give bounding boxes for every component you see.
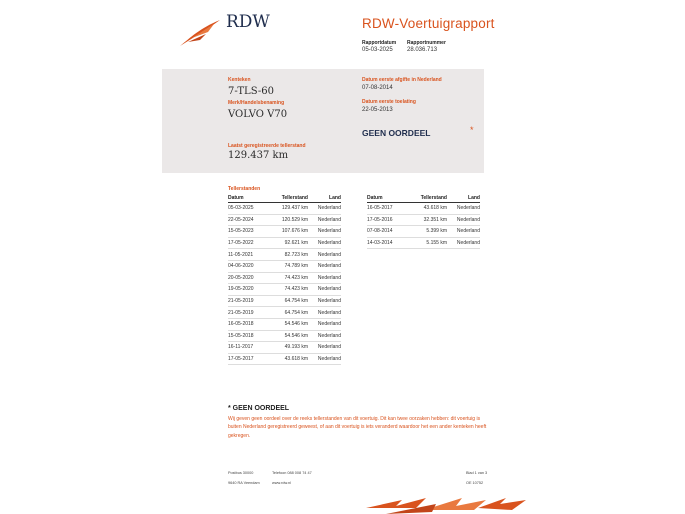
row-country: Nederland [447,237,480,249]
first-nl-date: 07-08-2014 [362,85,393,91]
row-date: 11-05-2021 [228,249,268,261]
row-reading: 5.399 km [407,226,447,238]
row-date: 16-11-2017 [228,342,268,354]
row-country: Nederland [308,272,341,284]
row-date: 21-05-2019 [228,307,268,319]
footer-code: OE 10752 [466,481,484,485]
row-country: Nederland [308,342,341,354]
row-date: 17-05-2016 [367,214,407,226]
row-reading: 120.529 km [268,214,308,226]
report-title: RDW-Voertuigrapport [362,16,495,31]
row-reading: 32.351 km [407,214,447,226]
footer-phone: Telefoon 088 008 74 47 [272,471,312,475]
plate-label: Kenteken [228,77,251,83]
row-reading: 74.423 km [268,284,308,296]
row-country: Nederland [308,249,341,261]
table-row [367,214,480,226]
odo-label: Laatst geregistreerde tellerstand [228,143,306,149]
row-reading: 129.437 km [268,203,308,215]
col-reading: Tellerstand [268,194,308,203]
row-reading: 74.789 km [268,260,308,272]
row-reading: 82.723 km [268,249,308,261]
col-country: Land [308,194,341,203]
row-country: Nederland [308,330,341,342]
row-country: Nederland [447,226,480,238]
row-country: Nederland [308,214,341,226]
row-country: Nederland [308,318,341,330]
row-country: Nederland [308,284,341,296]
table-row [228,237,341,249]
last-odometer: 129.437 km [228,150,289,161]
table-row [367,237,480,249]
make-model: VOLVO V70 [228,109,288,120]
first-adm-label: Datum eerste toelating [362,99,416,105]
row-country: Nederland [308,203,341,215]
table-header-row [228,194,341,203]
table-row [228,284,341,296]
row-date: 20-05-2020 [228,272,268,284]
col-date: Datum [228,194,268,203]
table-row [367,203,480,215]
row-country: Nederland [308,353,341,365]
footer-page: Blad 1 van 3 [466,471,488,475]
row-date: 05-03-2025 [228,203,268,215]
verdict-mark: * [470,125,474,135]
row-date: 15-05-2023 [228,226,268,238]
row-country: Nederland [447,214,480,226]
col-date: Datum [367,194,407,203]
first-nl-label: Datum eerste afgifte in Nederland [362,77,442,83]
table-row [228,330,341,342]
row-reading: 43.618 km [268,353,308,365]
row-reading: 54.546 km [268,330,308,342]
row-country: Nederland [308,295,341,307]
row-reading: 64.754 km [268,307,308,319]
table-row [228,318,341,330]
odometer-table-left [228,194,341,365]
footer-address-2: 9640 RA Veendam [228,481,260,485]
row-reading: 107.676 km [268,226,308,238]
row-reading: 43.618 km [407,203,447,215]
footer-address-1: Postbus 30000 [228,471,254,475]
disclaimer-text: Wij geven geen oordeel over de reeks tellerstanden van dit voertuig. Dit kan twee oorzaken hebben: dit voertuig is buiten Nederland geregistreerd geweest, of aan dit voertuig is iets veranderd waardoor het een ander kenteken heeft gekregen. [228,416,487,439]
rdw-logo [178,14,268,48]
row-country: Nederland [308,307,341,319]
report-number-label: Rapportnummer [407,40,446,46]
table-row [228,295,341,307]
row-reading: 92.621 km [268,237,308,249]
row-country: Nederland [308,237,341,249]
row-date: 04-06-2020 [228,260,268,272]
row-date: 16-05-2017 [367,203,407,215]
table-row [228,272,341,284]
row-reading: 5.155 km [407,237,447,249]
table-row [228,214,341,226]
row-date: 07-08-2014 [367,226,407,238]
row-date: 17-05-2022 [228,237,268,249]
table-row [228,307,341,319]
row-reading: 64.754 km [268,295,308,307]
row-date: 22-05-2024 [228,214,268,226]
row-date: 15-05-2018 [228,330,268,342]
row-date: 17-05-2017 [228,353,268,365]
row-date: 19-05-2020 [228,284,268,296]
table-row [228,203,341,215]
row-reading: 54.546 km [268,318,308,330]
footer-web: www.rdw.nl [272,481,291,485]
row-date: 14-03-2014 [367,237,407,249]
row-country: Nederland [308,260,341,272]
odometer-section-title: Tellerstanden [228,186,261,192]
col-reading: Tellerstand [407,194,447,203]
verdict: GEEN OORDEEL [362,128,431,138]
table-row [367,226,480,238]
license-plate: 7-TLS-60 [228,86,275,97]
col-country: Land [447,194,480,203]
table-header-row [367,194,480,203]
table-row [228,353,341,365]
first-adm-date: 22-05-2013 [362,107,393,113]
table-row [228,226,341,238]
report-date-label: Rapportdatum [362,40,397,46]
logo-text: RDW [226,12,270,32]
table-row [228,260,341,272]
row-date: 16-05-2018 [228,318,268,330]
row-country: Nederland [308,226,341,238]
rdw-logo-icon [178,16,222,48]
row-date: 21-05-2019 [228,295,268,307]
odometer-table-right [367,194,480,249]
vehicle-panel [162,69,484,173]
table-row [228,249,341,261]
row-reading: 74.423 km [268,272,308,284]
disclaimer-title: * GEEN OORDEEL [228,405,290,412]
table-row [228,342,341,354]
footer-decoration-icon [366,494,526,514]
report-number: 28.036.713 [407,47,438,53]
row-reading: 49.193 km [268,342,308,354]
row-country: Nederland [447,203,480,215]
report-date: 05-03-2025 [362,47,393,53]
make-label: Merk/Handelsbenaming [228,100,285,106]
